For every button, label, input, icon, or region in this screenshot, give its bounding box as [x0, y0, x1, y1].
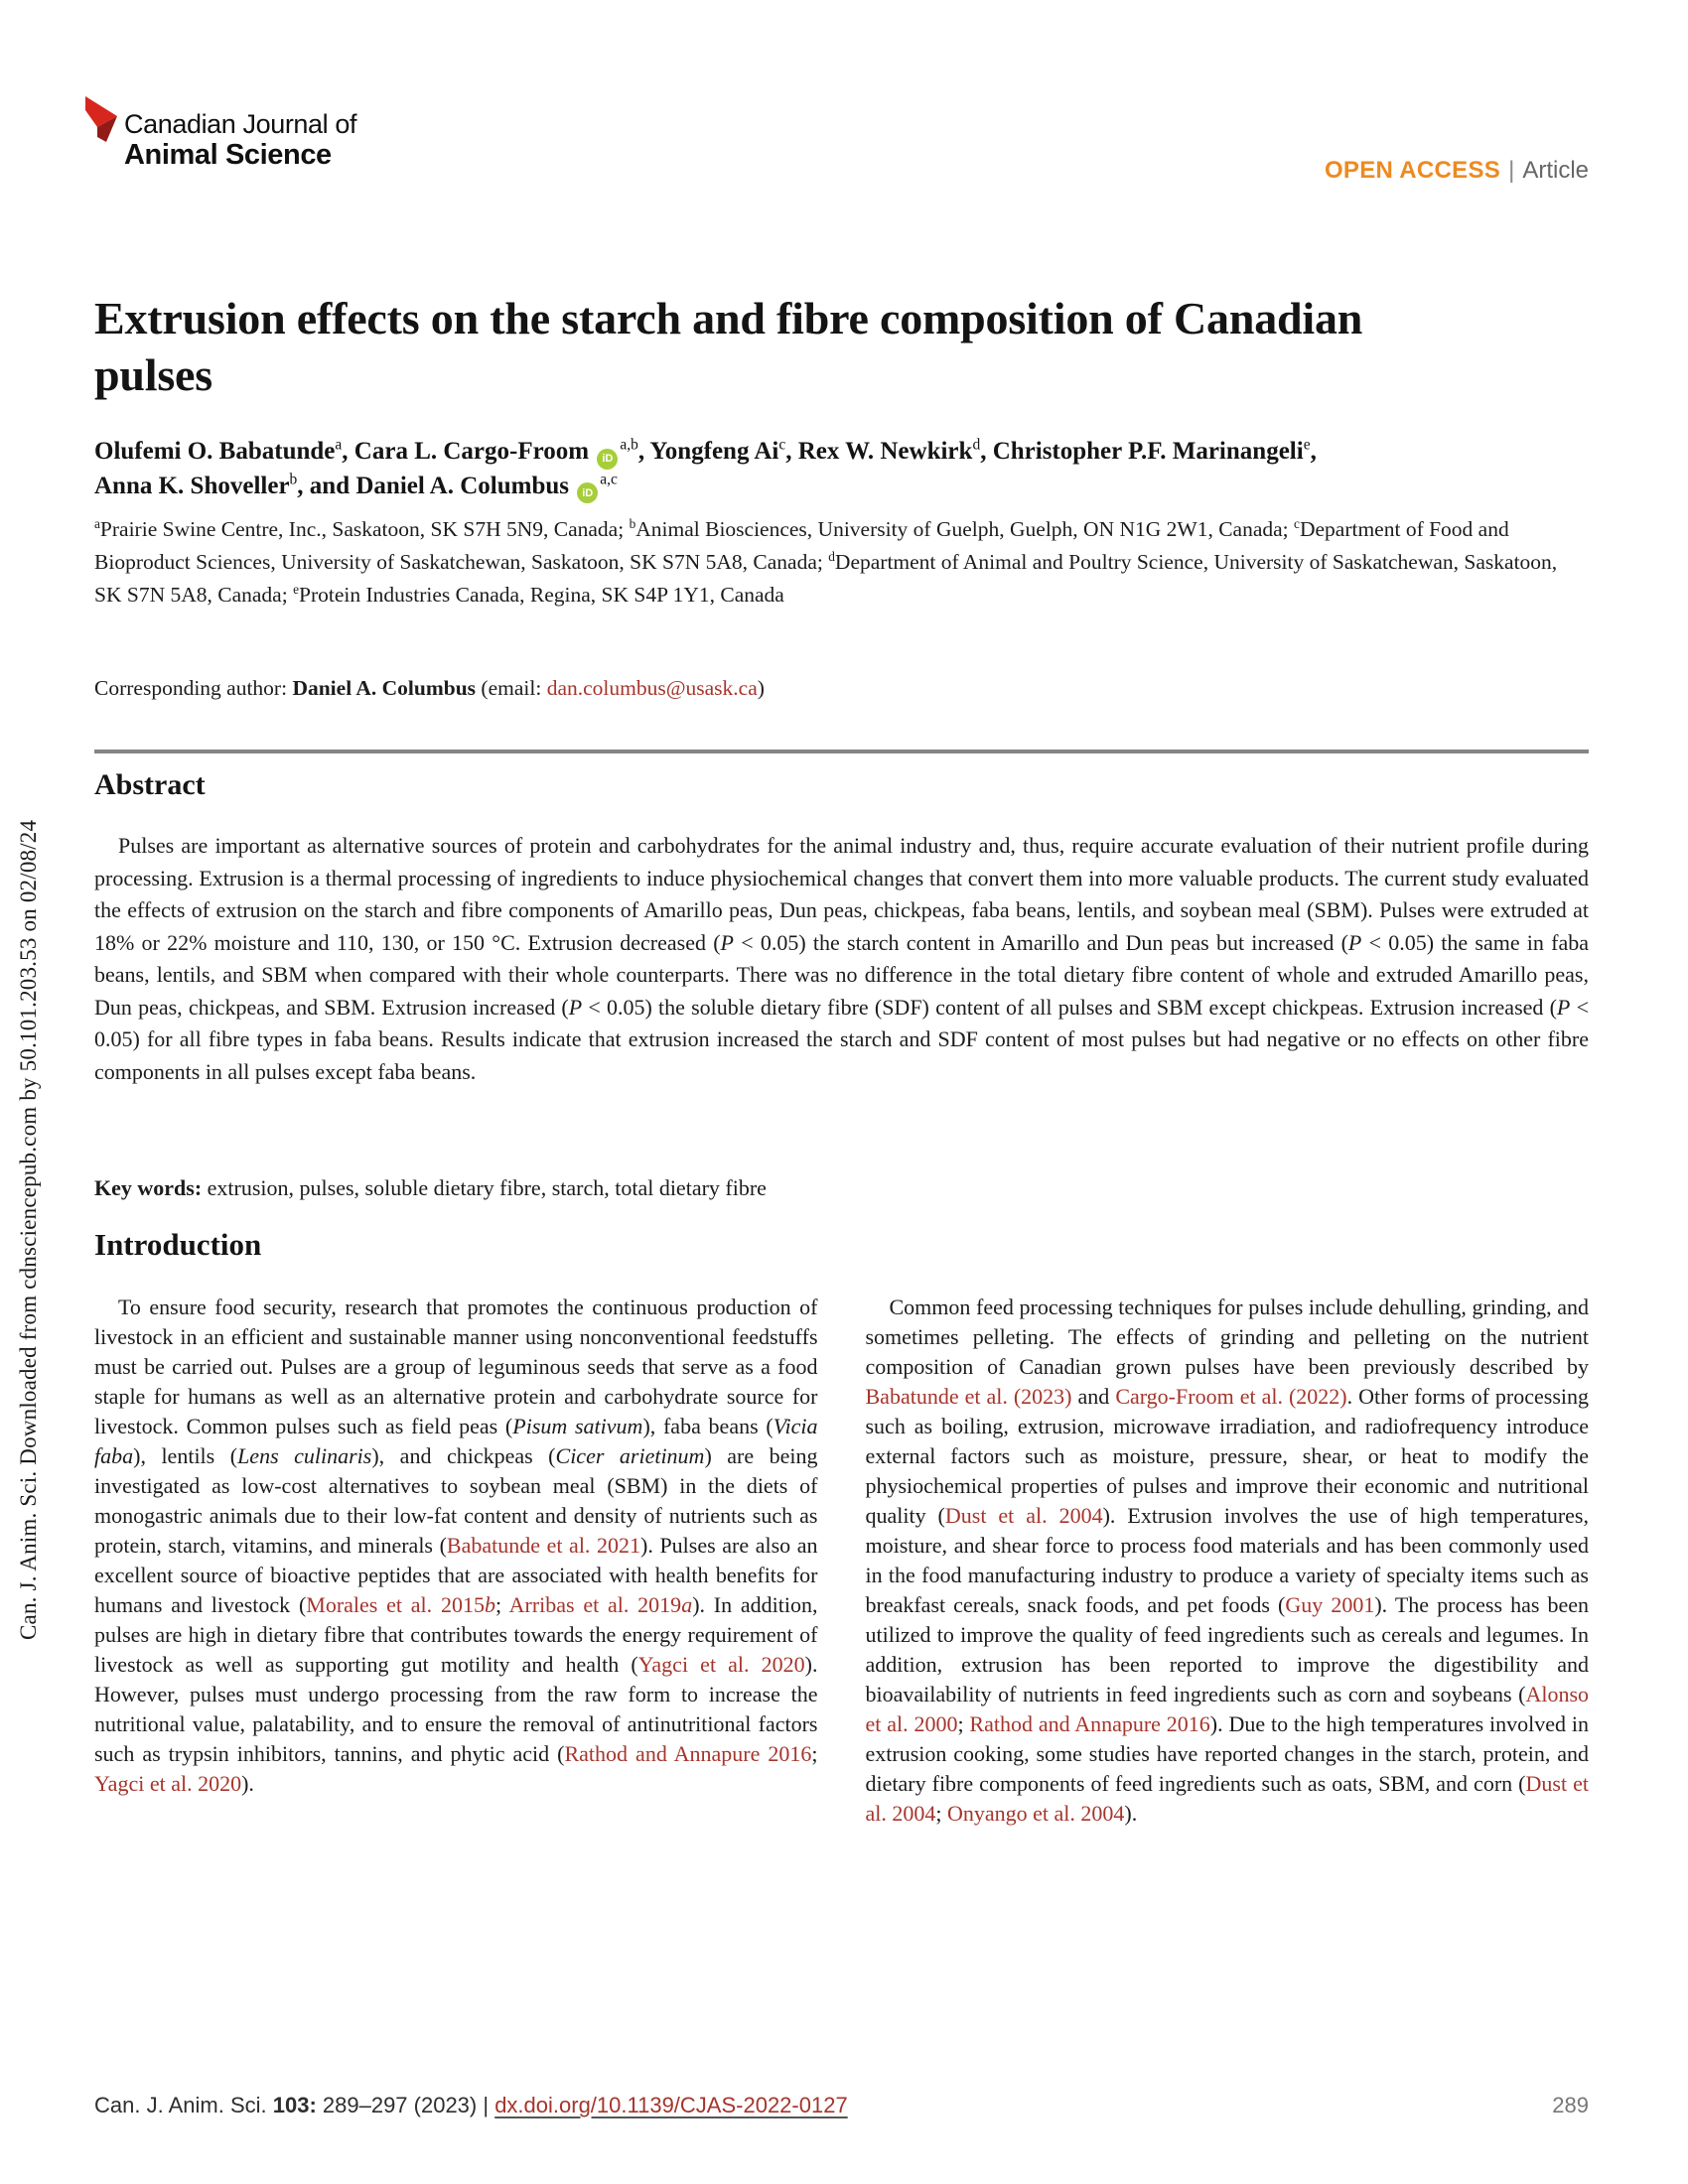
- article-type-label: Article: [1522, 157, 1589, 184]
- doi-link[interactable]: dx.doi.org/10.1139/CJAS-2022-0127: [494, 2093, 848, 2117]
- text-segment: To ensure food security, research that promotes the continuous production of livestock in an efficient and sustainable manner using nonconventional feedstuffs must be carried out. Pulses are a group of leguminous seeds that serve as a food staple for humans as well as an alternative protein and carbohydrate source for livestock. Common pulses such as field peas (: [94, 1295, 818, 1438]
- text-segment: ;: [811, 1741, 818, 1766]
- page-footer: [94, 2093, 1589, 2118]
- text-segment: (email:: [476, 676, 547, 700]
- text-segment: Olufemi O. Babatunde: [94, 438, 336, 465]
- text-segment: ,: [1310, 438, 1317, 465]
- text-segment: ;: [935, 1801, 948, 1826]
- text-segment: Pisum sativum: [512, 1414, 643, 1438]
- citation-link[interactable]: Alonso et al. 2000: [865, 1682, 1589, 1736]
- article-title: Extrusion effects on the starch and fibre composition of Canadian pulses: [94, 293, 1363, 400]
- page-number: 289: [1552, 2093, 1589, 2117]
- text-segment: ): [757, 676, 765, 700]
- text-segment: and: [1071, 1384, 1116, 1409]
- abstract-text: [94, 830, 1589, 1088]
- text-segment: Anna K. Shoveller: [94, 472, 290, 499]
- text-segment: 289–297 (2023) |: [316, 2093, 495, 2117]
- text-segment: P: [720, 929, 734, 955]
- email-link[interactable]: dan.columbus@usask.ca: [546, 676, 758, 700]
- citation-link[interactable]: Dust et al. 2004: [944, 1503, 1103, 1528]
- text-segment: < 0.05) the same in faba beans, lentils, and SBM when compared with their whole counterparts. There was no difference in the total dietary fibre content of whole and extruded Amarillo peas, Dun peas, chickpeas, and SBM. Extrusion increased (: [94, 929, 1590, 1020]
- text-segment: d: [828, 548, 835, 564]
- citation-link[interactable]: Babatunde et al. (2023): [865, 1384, 1072, 1409]
- text-segment: < 0.05) the starch content in Amarillo and Dun peas but increased (: [733, 929, 1348, 955]
- text-segment: ). Extrusion involves the use of high temperatures, moisture, and shear force to process food materials and has been commonly used in the food manufacturing industry to produce a variety of specialty items such as breakfast cereals, snack foods, and pet foods (: [865, 1503, 1589, 1617]
- text-segment: Lens culinaris: [237, 1443, 372, 1468]
- text-segment: ;: [494, 1592, 509, 1617]
- text-segment: c: [778, 436, 786, 454]
- text-segment: ). The process has been utilized to improve the quality of feed ingredients such as cereals and legumes. In addition, extrusion has been reported to improve the digestibility and bioavailability of nutrients in feed ingredients such as corn and soybeans (: [865, 1592, 1590, 1706]
- text-segment: ;: [957, 1711, 970, 1736]
- citation-link[interactable]: Arribas et al. 2019: [508, 1592, 682, 1617]
- text-segment: ), faba beans (: [642, 1414, 774, 1438]
- text-segment: Department of Food and Bioproduct Sciences, University of Saskatchewan, Saskatoon, SK S7N 5A8, Canada;: [94, 517, 1509, 574]
- text-segment: a: [94, 515, 100, 531]
- text-segment: a,c: [600, 471, 618, 488]
- text-segment: Protein Industries Canada, Regina, SK S4P 1Y1, Canada: [298, 583, 784, 607]
- text-segment: Vicia faba: [94, 1414, 818, 1468]
- text-segment: a: [335, 436, 343, 454]
- intro-column-left: [94, 1293, 818, 1829]
- abstract-heading: Abstract: [94, 768, 206, 801]
- text-segment: ).: [1124, 1801, 1138, 1826]
- text-segment: 103:: [272, 2093, 317, 2117]
- text-segment: , Yongfeng Ai: [637, 438, 779, 465]
- author-line-2: [94, 470, 1564, 504]
- citation-link[interactable]: Rathod and Annapure 2016: [564, 1741, 812, 1766]
- download-watermark: Can. J. Anim. Sci. Downloaded from cdnsciencepub.com by 50.101.203.53 on 02/08/24: [16, 819, 41, 1640]
- text-segment: Department of Animal and Poultry Science, University of Saskatchewan, Saskatoon, SK S7N 5A8, Canada;: [94, 550, 1558, 607]
- corresponding-author: [94, 676, 1589, 701]
- text-segment: ), lentils (: [133, 1443, 238, 1468]
- text-segment: Prairie Swine Centre, Inc., Saskatoon, SK S7H 5N9, Canada;: [99, 517, 630, 541]
- text-segment: ). In addition, pulses are high in dietary fibre that contributes towards the energy requirement of livestock as well as supporting gut motility and health (: [94, 1592, 818, 1677]
- open-access-badge[interactable]: OPEN ACCESS: [1324, 157, 1501, 184]
- text-segment: ), and chickpeas (: [371, 1443, 556, 1468]
- intro-column-right: [866, 1293, 1590, 1829]
- text-segment: ) are being investigated as low-cost alternatives to soybean meal (SBM) in the diets of monogastric animals due to their low-fat content and density of nutrients such as protein, starch, vitamins, and minerals (: [94, 1443, 818, 1558]
- text-segment: P: [568, 994, 583, 1020]
- footer-citation: [94, 2093, 848, 2118]
- text-segment: P: [1347, 929, 1362, 955]
- journal-logo-icon: [84, 95, 118, 143]
- affiliations: [94, 513, 1569, 612]
- citation-link[interactable]: a: [681, 1592, 693, 1617]
- text-segment: ). However, pulses must undergo processing from the raw form to increase the nutritional value, palatability, and to ensure the removal of antinutritional factors such as trypsin inhibitors, tannins, and phytic acid (: [94, 1652, 818, 1766]
- text-segment: ). Due to the high temperatures involved in extrusion cooking, some studies have reported changes in the starch, protein, and dietary fibre components of feed ingredients such as oats, SBM, and corn (: [865, 1711, 1589, 1796]
- text-segment: e: [1303, 436, 1311, 454]
- text-segment: a,b: [620, 436, 638, 454]
- text-segment: b: [629, 515, 636, 531]
- text-segment: Can. J. Anim. Sci.: [94, 2093, 273, 2117]
- citation-link[interactable]: Rathod and Annapure 2016: [969, 1711, 1210, 1736]
- citation-link[interactable]: Yagci et al. 2020: [94, 1771, 242, 1796]
- text-segment: Pulses are important as alternative sources of protein and carbohydrates for the animal industry and, thus, require accurate evaluation of their nutrient profile during processing. Extrusion is a thermal processing of ingredients to induce physiochemical changes that convert them into more valuable products. The current study evaluated the effects of extrusion on the starch and fibre components of Amarillo peas, Dun peas, chickpeas, faba beans, lentils, and soybean meal (SBM). Pulses were extruded at 18% or 22% moisture and 110, 130, or 150 °C. Extrusion decreased (: [94, 833, 1589, 955]
- text-segment: , Cara L. Cargo-Froom: [342, 438, 596, 465]
- text-segment: extrusion, pulses, soluble dietary fibre, starch, total dietary fibre: [207, 1175, 767, 1200]
- text-segment: Animal Biosciences, University of Guelph, Guelph, ON N1G 2W1, Canada;: [635, 517, 1295, 541]
- journal-name-line1: Canadian Journal of: [124, 109, 357, 139]
- text-segment: Cicer arietinum: [555, 1443, 705, 1468]
- text-segment: c: [1294, 515, 1300, 531]
- citation-link[interactable]: Babatunde et al. 2021: [446, 1533, 641, 1558]
- citation-link[interactable]: Guy 2001: [1285, 1592, 1375, 1617]
- orcid-icon: iD: [577, 482, 598, 503]
- section-divider: [94, 750, 1589, 753]
- text-segment: d: [972, 436, 981, 454]
- text-segment: , Christopher P.F. Marinangeli: [980, 438, 1304, 465]
- citation-link[interactable]: Dust et al. 2004: [865, 1771, 1589, 1826]
- text-segment: Common feed processing techniques for pulses include dehulling, grinding, and sometimes pelleting. The effects of grinding and pelleting on the nutrient composition of Canadian grown pulses have been previously described by: [865, 1295, 1589, 1379]
- text-segment: P: [1556, 994, 1571, 1020]
- keywords-line: [94, 1175, 1589, 1201]
- text-segment: ).: [241, 1771, 254, 1796]
- text-segment: < 0.05) for all fibre types in faba beans. Results indicate that extrusion increased the starch and SDF content of most pulses but had negative or no effects on other fibre components in all pulses except faba beans.: [94, 994, 1589, 1084]
- orcid-icon: iD: [597, 449, 618, 470]
- author-line-1: [94, 435, 1564, 470]
- citation-link[interactable]: b: [484, 1592, 495, 1617]
- text-segment: , and Daniel A. Columbus: [297, 472, 576, 499]
- text-segment: , Rex W. Newkirk: [785, 438, 973, 465]
- text-segment: Daniel A. Columbus: [292, 676, 477, 700]
- access-row: [94, 157, 1589, 185]
- citation-link[interactable]: Yagci et al. 2020: [637, 1652, 805, 1677]
- text-segment: ). Pulses are also an excellent source of bioactive peptides that are associated with health benefits for humans and livestock (: [94, 1533, 818, 1617]
- author-list: [94, 435, 1564, 503]
- text-segment: e: [293, 581, 299, 597]
- text-segment: < 0.05) the soluble dietary fibre (SDF) content of all pulses and SBM except chickpeas. Extrusion increased (: [582, 994, 1557, 1020]
- text-segment: Key words:: [94, 1175, 208, 1200]
- text-segment: Corresponding author:: [94, 676, 293, 700]
- text-segment: b: [289, 471, 298, 488]
- journal-name-line2: Animal Science: [124, 139, 332, 171]
- text-segment: . Other forms of processing such as boiling, extrusion, microwave irradiation, and radiofrequency introduce external factors such as moisture, pressure, shear, or heat to modify the physiochemical properties of pulses and improve their economic and nutritional quality (: [865, 1384, 1589, 1528]
- citation-link[interactable]: Onyango et al. 2004: [947, 1801, 1125, 1826]
- introduction-heading: Introduction: [94, 1227, 262, 1262]
- citation-link[interactable]: Morales et al. 2015: [306, 1592, 485, 1617]
- citation-link[interactable]: Cargo-Froom et al. (2022): [1115, 1384, 1347, 1409]
- introduction-columns: [94, 1293, 1589, 1829]
- access-separator: |: [1508, 157, 1515, 184]
